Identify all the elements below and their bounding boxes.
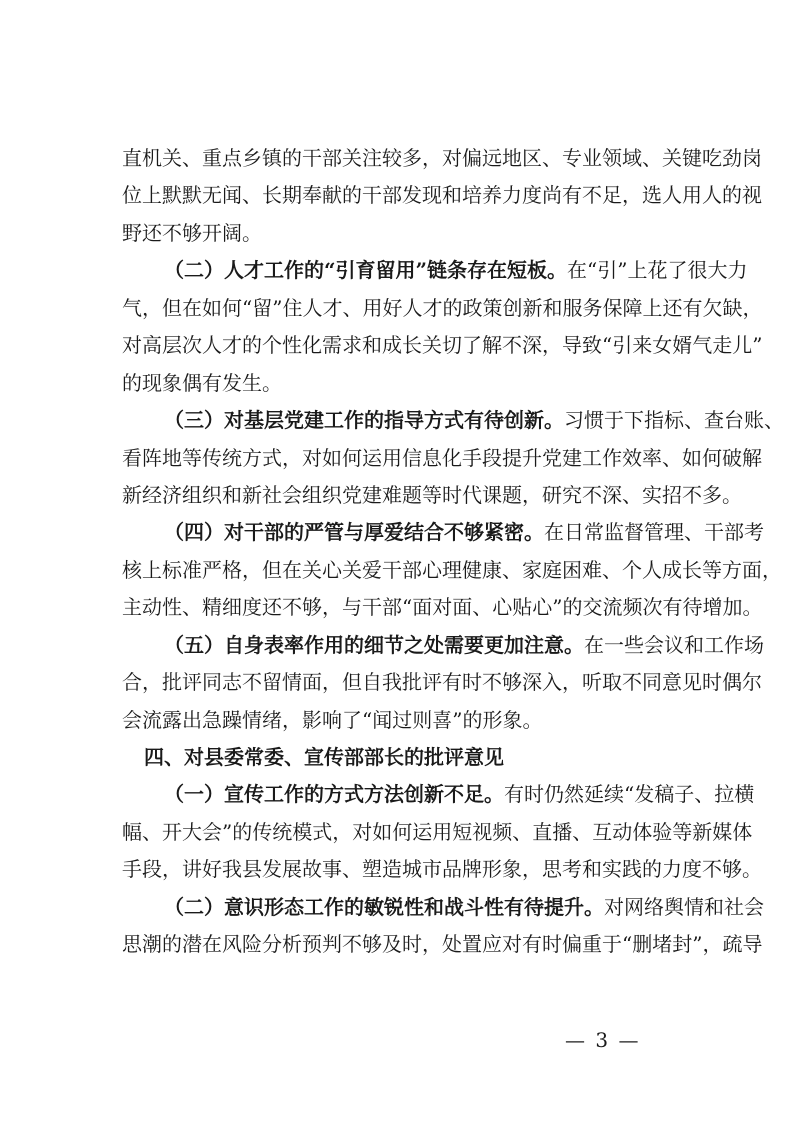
heading-line: 四、对县委常委、宣传部部长的批评意见	[144, 745, 504, 769]
paragraph-lead: （三）对基层党建工作的指导方式有待创新。	[164, 408, 564, 433]
paragraph-line: 会流露出急躁情绪，影响了“闻过则喜”的形象。	[122, 707, 543, 732]
paragraph	[122, 402, 784, 514]
paragraph-line	[122, 627, 764, 664]
paragraph	[122, 252, 763, 402]
paragraph-text: 有时仍然延续“发稿子、拉横	[504, 782, 755, 807]
paragraph	[122, 514, 782, 626]
paragraph-lead: （二）意识形态工作的敏锐性和战斗性有待提升。	[164, 894, 604, 919]
paragraph	[122, 627, 764, 739]
paragraph-line: 主动性、精细度还不够，与干部“面对面、心贴心”的交流频次有待增加。	[122, 595, 763, 620]
paragraph	[122, 140, 762, 252]
paragraph-text: 对网络舆情和社会	[604, 894, 764, 919]
paragraph-line: 位上默默无闻、长期奉献的干部发现和培养力度尚有不足，选人用人的视	[122, 183, 762, 208]
body-text	[122, 140, 784, 964]
paragraph-line: 看阵地等传统方式，对如何运用信息化手段提升党建工作效率、如何破解	[122, 445, 762, 470]
paragraph-line	[122, 889, 764, 926]
paragraph-text: 在日常监督管理、干部考	[544, 520, 764, 545]
paragraph-line	[122, 776, 755, 813]
paragraph-line	[122, 402, 784, 439]
page-number: — 3 —	[565, 1028, 641, 1052]
paragraph	[122, 776, 762, 888]
paragraph-line: 幅、开大会”的传统模式，对如何运用短视频、直播、互动体验等新媒体	[122, 819, 753, 844]
paragraph-text: 习惯于下指标、查台账、	[564, 408, 784, 433]
paragraph-lead: （一）宣传工作的方式方法创新不足。	[164, 782, 504, 807]
paragraph-line: 合，批评同志不留情面，但自我批评有时不够深入，听取不同意见时偶尔	[122, 670, 762, 695]
paragraph-line	[122, 252, 748, 289]
paragraph-text: 在“引”上花了很大力	[567, 258, 748, 283]
paragraph-line: 核上标准严格，但在关心关爱干部心理健康、家庭困难、个人成长等方面，	[122, 557, 782, 582]
paragraph-line: 对高层次人才的个性化需求和成长关切了解不深，导致“引来女婿气走儿”	[122, 333, 763, 358]
paragraph-text: 在一些会议和工作场	[584, 632, 764, 657]
paragraph-line: 的现象偶有发生。	[122, 370, 282, 395]
paragraph-lead: （四）对干部的严管与厚爱结合不够紧密。	[164, 520, 544, 545]
paragraph-line: 气，但在如何“留”住人才、用好人才的政策创新和服务保障上还有欠缺，	[122, 295, 763, 320]
paragraph-line: 手段，讲好我县发展故事、塑造城市品牌形象，思考和实践的力度不够。	[122, 857, 762, 882]
section-heading	[122, 739, 672, 776]
paragraph-line: 野还不够开阔。	[122, 220, 262, 245]
paragraph-line: 直机关、重点乡镇的干部关注较多，对偏远地区、专业领域、关键吃劲岗	[122, 146, 762, 170]
paragraph-line: 思潮的潜在风险分析预判不够及时，处置应对有时偏重于“删堵封”，疏导	[122, 932, 763, 957]
paragraph-lead: （五）自身表率作用的细节之处需要更加注意。	[164, 632, 584, 657]
paragraph	[122, 889, 764, 964]
paragraph-line: 新经济组织和新社会组织党建难题等时代课题，研究不深、实招不多。	[122, 482, 742, 507]
paragraph-line	[122, 514, 764, 551]
paragraph-lead: （二）人才工作的“引育留用”链条存在短板。	[164, 258, 568, 283]
